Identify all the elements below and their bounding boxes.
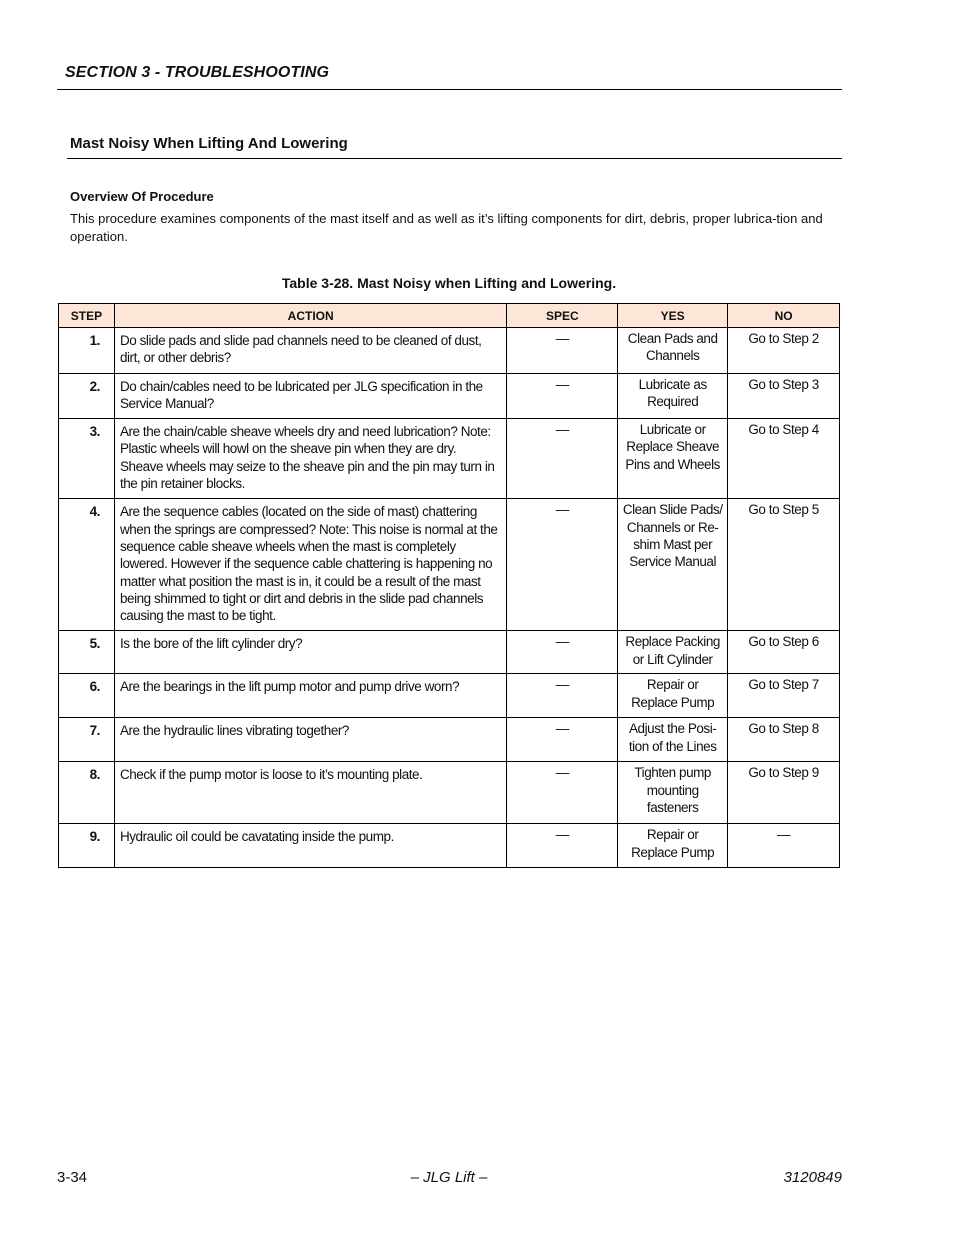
column-header-spec: SPEC <box>507 304 618 328</box>
spec-value: — <box>507 824 618 868</box>
spec-value: — <box>507 631 618 674</box>
overview-text: This procedure examines components of the mast itself and as well as it’s lifting components for dirt, debris, proper lubrica-tion and operation. <box>70 211 823 244</box>
step-number: 9. <box>59 824 115 868</box>
table-row <box>59 419 840 499</box>
section-divider <box>57 89 842 90</box>
footer-title: – JLG Lift – <box>410 1169 488 1186</box>
table-row <box>59 824 840 868</box>
column-header-yes: YES <box>618 304 728 328</box>
page-number: 3-34 <box>57 1169 88 1186</box>
yes-result: Clean Slide Pads/ Channels or Re-shim Mast per Service Manual <box>618 499 728 631</box>
overview-heading: Overview Of Procedure <box>70 189 214 204</box>
troubleshooting-table <box>58 303 840 868</box>
no-result: Go to Step 7 <box>728 674 840 718</box>
table-row <box>59 328 840 374</box>
step-number: 6. <box>59 674 115 718</box>
no-result: Go to Step 8 <box>728 718 840 762</box>
yes-result: Replace Packing or Lift Cylinder <box>618 631 728 674</box>
column-header-action: ACTION <box>114 304 506 328</box>
action-text: Is the bore of the lift cylinder dry? <box>114 631 506 674</box>
step-number: 7. <box>59 718 115 762</box>
no-result: Go to Step 6 <box>728 631 840 674</box>
spec-value: — <box>507 373 618 419</box>
table-row <box>59 762 840 824</box>
step-number: 5. <box>59 631 115 674</box>
no-result: — <box>728 824 840 868</box>
yes-result: Clean Pads and Channels <box>618 328 728 374</box>
spec-value: — <box>507 328 618 374</box>
step-number: 4. <box>59 499 115 631</box>
step-number: 1. <box>59 328 115 374</box>
yes-result: Tighten pump mounting fasteners <box>618 762 728 824</box>
yes-result: Lubricate as Required <box>618 373 728 419</box>
yes-result: Repair or Replace Pump <box>618 674 728 718</box>
action-text: Do chain/cables need to be lubricated per JLG specification in the Service Manual? <box>114 373 506 419</box>
yes-result: Lubricate or Replace Sheave Pins and Wheels <box>618 419 728 499</box>
action-text: Do slide pads and slide pad channels need to be cleaned of dust, dirt, or other debris? <box>114 328 506 374</box>
table-row <box>59 674 840 718</box>
step-number: 2. <box>59 373 115 419</box>
section-title: SECTION 3 - TROUBLESHOOTING <box>65 64 330 81</box>
action-text: Are the sequence cables (located on the side of mast) chattering when the springs are compressed? Note: This noise is normal at the sequence cable sheave wheels when the mast is completely lowered. However if the sequence cable chattering is happening no matter what position the mast is in, it could be a result of the mast being shimmed to tight or dirt and debris in the slide pad channels causing the mast to be tight. <box>114 499 506 631</box>
action-text: Are the hydraulic lines vibrating together? <box>114 718 506 762</box>
column-header-no: NO <box>728 304 840 328</box>
table-row <box>59 631 840 674</box>
step-number: 8. <box>59 762 115 824</box>
column-header-step: STEP <box>59 304 115 328</box>
document-number: 3120849 <box>783 1169 842 1186</box>
spec-value: — <box>507 499 618 631</box>
no-result: Go to Step 5 <box>728 499 840 631</box>
spec-value: — <box>507 718 618 762</box>
table-row <box>59 373 840 419</box>
spec-value: — <box>507 419 618 499</box>
table-row <box>59 718 840 762</box>
heading-divider <box>67 158 842 159</box>
no-result: Go to Step 3 <box>728 373 840 419</box>
table-header-row <box>59 304 840 328</box>
yes-result: Repair or Replace Pump <box>618 824 728 868</box>
table-row <box>59 499 840 631</box>
no-result: Go to Step 4 <box>728 419 840 499</box>
action-text: Check if the pump motor is loose to it’s mounting plate. <box>114 762 506 824</box>
procedure-title: Mast Noisy When Lifting And Lowering <box>70 135 348 152</box>
table-caption: Table 3-28. Mast Noisy when Lifting and Lowering. <box>281 275 617 291</box>
action-text: Hydraulic oil could be cavatating inside the pump. <box>114 824 506 868</box>
no-result: Go to Step 2 <box>728 328 840 374</box>
spec-value: — <box>507 674 618 718</box>
action-text: Are the chain/cable sheave wheels dry and need lubrication? Note: Plastic wheels will howl on the sheave pin when they are dry. Sheave wheels may seize to the sheave pin and the pin may turn in the pin retainer blocks. <box>114 419 506 499</box>
yes-result: Adjust the Posi-tion of the Lines <box>618 718 728 762</box>
step-number: 3. <box>59 419 115 499</box>
spec-value: — <box>507 762 618 824</box>
action-text: Are the bearings in the lift pump motor and pump drive worn? <box>114 674 506 718</box>
no-result: Go to Step 9 <box>728 762 840 824</box>
